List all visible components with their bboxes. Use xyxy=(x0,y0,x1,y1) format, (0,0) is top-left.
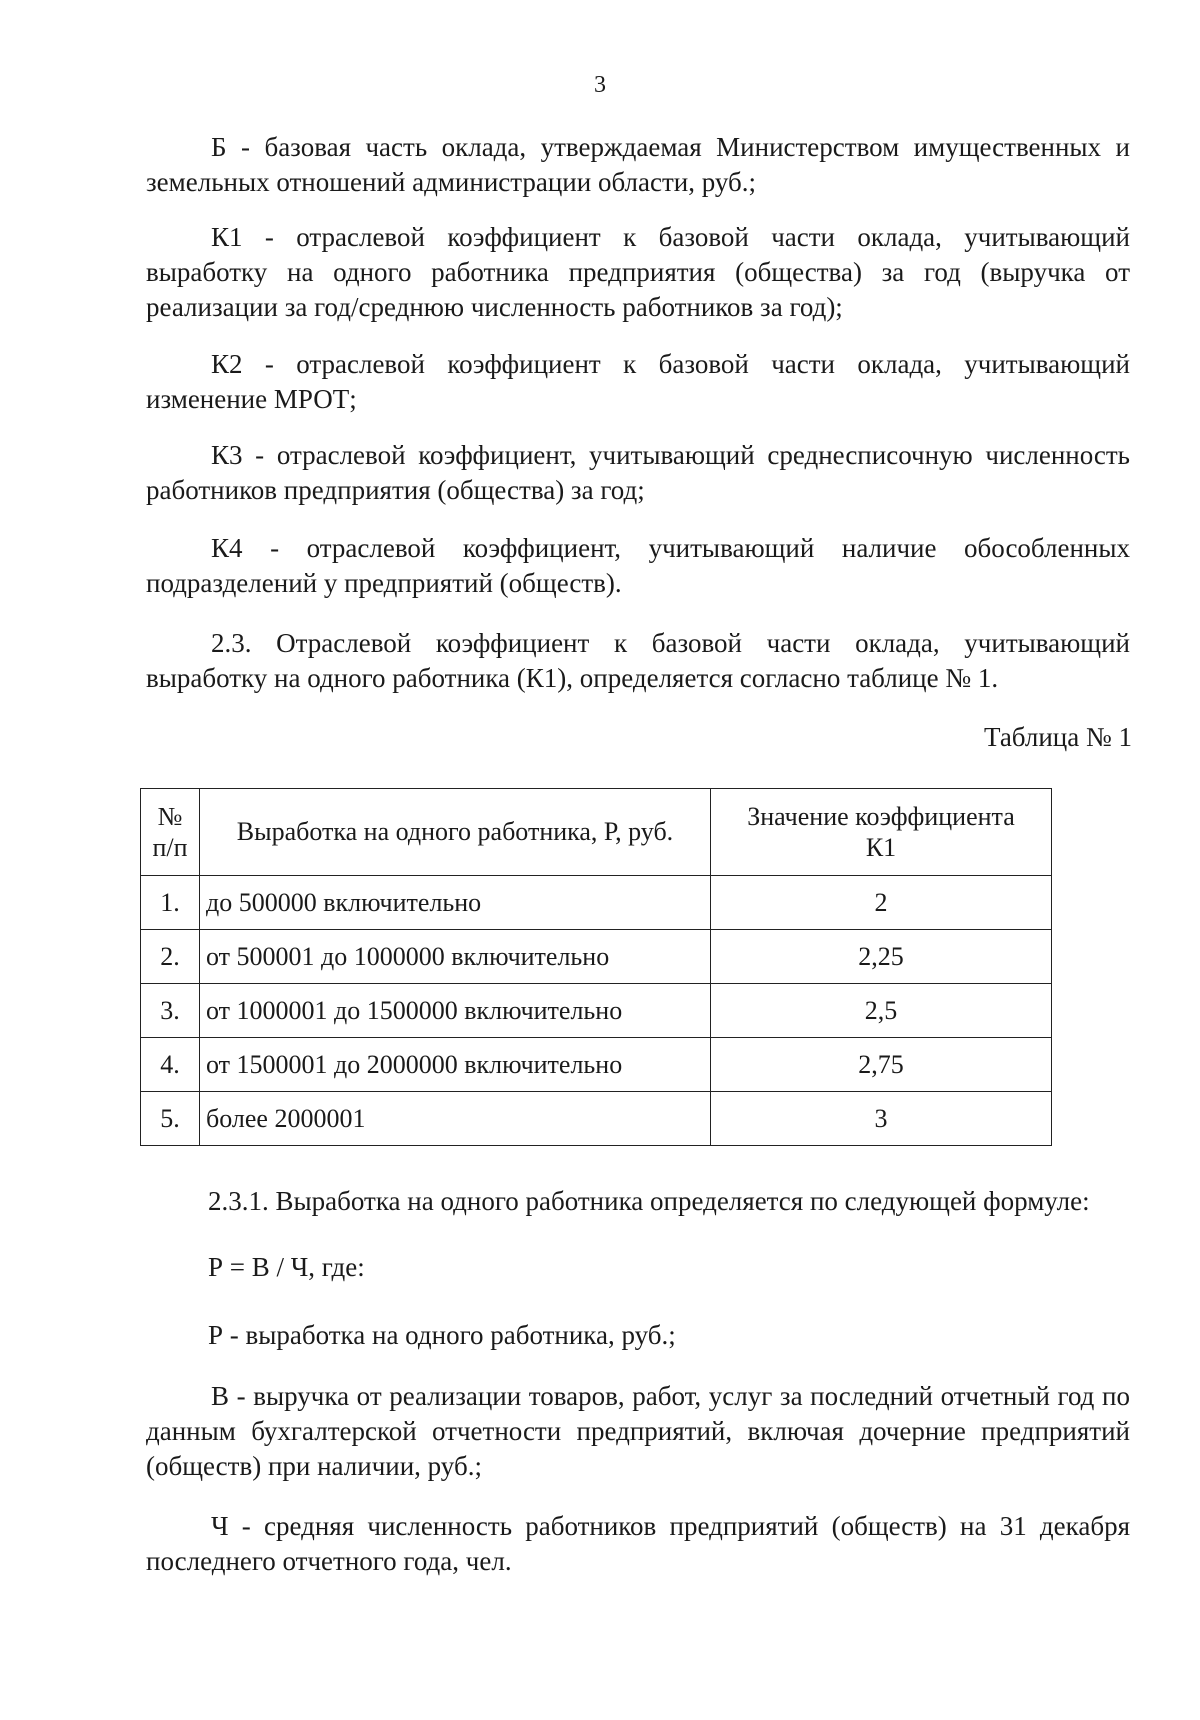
table-row xyxy=(141,1038,1052,1092)
header-number-pp: п/п xyxy=(152,833,188,862)
row-number: 1. xyxy=(141,876,200,930)
page-number: 3 xyxy=(594,72,606,98)
row-value: 2 xyxy=(711,876,1052,930)
row-output: от 1000001 до 1500000 включительно xyxy=(200,984,711,1038)
row-output: более 2000001 xyxy=(200,1092,711,1146)
paragraph-b-definition: Б - базовая часть оклада, утверждаемая Министерством имущественных и земельных отношений администрации области, руб.; xyxy=(146,132,1130,197)
formula: Р = В / Ч, где: xyxy=(208,1252,365,1282)
row-value: 2,75 xyxy=(711,1038,1052,1092)
paragraph-k4-definition: К4 - отраслевой коэффициент, учитывающий наличие обособленных подразделений у предприятий (обществ). xyxy=(146,533,1130,598)
paragraph-2-3: 2.3. Отраслевой коэффициент к базовой части оклада, учитывающий выработку на одного работника (К1), определяется согласно таблице № 1. xyxy=(146,628,1130,693)
header-output: Выработка на одного работника, Р, руб. xyxy=(200,789,711,876)
paragraph-ch-definition: Ч - средняя численность работников предприятий (обществ) на 31 декабря последнего отчетного года, чел. xyxy=(146,1511,1130,1576)
row-value: 2,25 xyxy=(711,930,1052,984)
table-row xyxy=(141,876,1052,930)
paragraph-k3-definition: К3 - отраслевой коэффициент, учитывающий среднесписочную численность работников предприятия (общества) за год; xyxy=(146,440,1130,505)
row-output: до 500000 включительно xyxy=(200,876,711,930)
header-number xyxy=(141,789,200,876)
row-number: 3. xyxy=(141,984,200,1038)
header-value-line1: Значение коэффициента xyxy=(747,802,1015,831)
row-value: 3 xyxy=(711,1092,1052,1146)
header-number-symbol: № xyxy=(157,802,183,831)
row-output: от 1500001 до 2000000 включительно xyxy=(200,1038,711,1092)
paragraph-k2-definition: К2 - отраслевой коэффициент к базовой части оклада, учитывающий изменение МРОТ; xyxy=(146,349,1130,414)
paragraph-2-3-1: 2.3.1. Выработка на одного работника определяется по следующей формуле: xyxy=(208,1186,1090,1216)
header-value xyxy=(711,789,1052,876)
row-output: от 500001 до 1000000 включительно xyxy=(200,930,711,984)
table-row xyxy=(141,930,1052,984)
row-number: 5. xyxy=(141,1092,200,1146)
header-value-line2: К1 xyxy=(865,833,897,862)
row-number: 2. xyxy=(141,930,200,984)
paragraph-p-definition: Р - выработка на одного работника, руб.; xyxy=(208,1320,676,1350)
paragraph-k1-definition: К1 - отраслевой коэффициент к базовой части оклада, учитывающий выработку на одного работника предприятия (общества) за год (выручка от реализации за год/среднюю численность работников за год); xyxy=(146,222,1130,322)
table-header-row xyxy=(141,789,1052,876)
coefficient-table xyxy=(140,788,1052,1146)
row-value: 2,5 xyxy=(711,984,1052,1038)
table-row xyxy=(141,1092,1052,1146)
row-number: 4. xyxy=(141,1038,200,1092)
table-caption: Таблица № 1 xyxy=(984,722,1132,752)
paragraph-v-definition: В - выручка от реализации товаров, работ, услуг за последний отчетный год по данным бухгалтерской отчетности предприятий, включая дочерние предприятий (обществ) при наличии, руб.; xyxy=(146,1381,1130,1481)
table-row xyxy=(141,984,1052,1038)
